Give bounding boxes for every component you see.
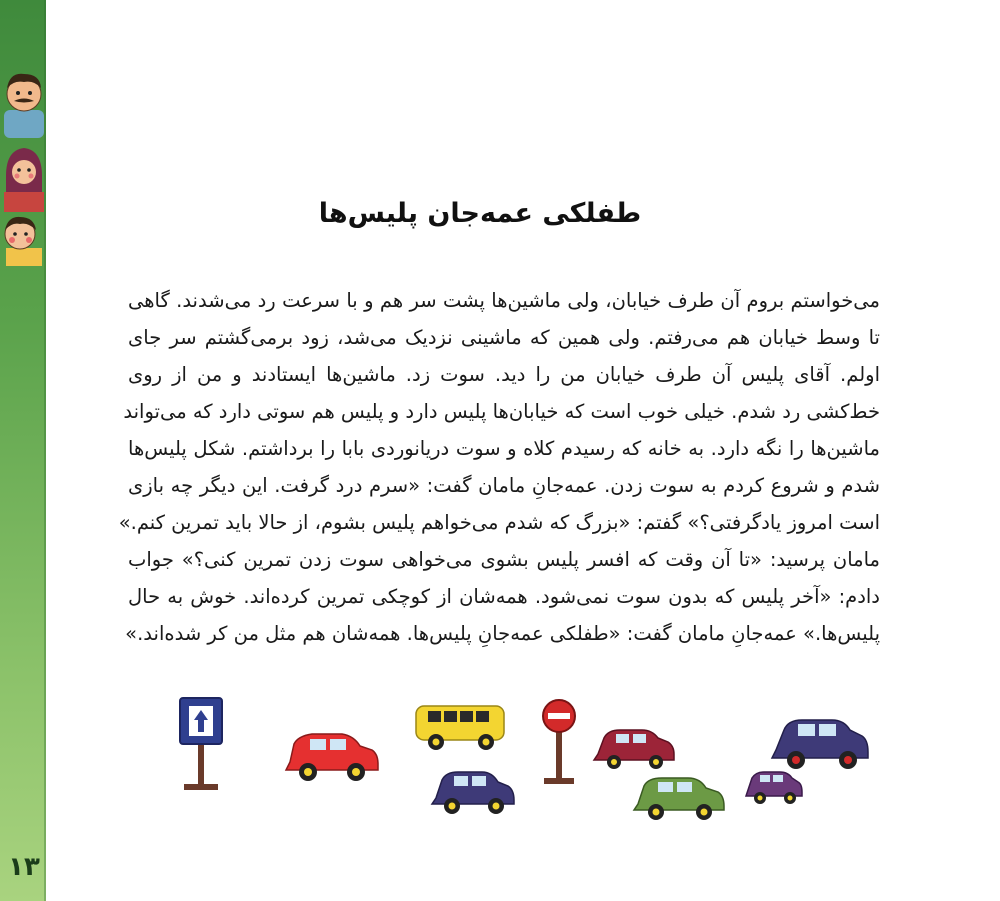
car-icon <box>432 772 514 814</box>
one-way-sign-icon <box>180 698 222 790</box>
story-body <box>118 282 880 652</box>
car-icon <box>286 734 378 781</box>
traffic-illustration <box>160 680 880 840</box>
car-icon <box>746 772 802 804</box>
story-line: پلیس‌ها.» عمه‌جانِ مامان گفت: «طفلکی عمه‌جانِ پلیس‌ها. همه‌شان هم مثل من کر شده‌اند.» <box>125 622 880 645</box>
bus-icon <box>416 706 504 750</box>
page-number: ۱۳ <box>8 852 40 882</box>
story-line: مامان پرسید: «تا آن وقت که افسر پلیس بشوی می‌خواهی سوت زدن تمرین کنی؟» جواب <box>128 548 880 571</box>
story-line: است امروز یادگرفتی؟» گفتم: «بزرگ که شدم می‌خواهم پلیس بشوم، از حالا باید تمرین کنم.» <box>118 511 880 534</box>
story-line: شدم و شروع کردم به سوت زدن. عمه‌جانِ مامان گفت: «سرم درد گرفت. این دیگر چه بازی <box>128 474 880 497</box>
cartoon-kids-icon <box>0 66 48 266</box>
side-margin-strip <box>0 0 46 901</box>
story-line: اولم. آقای پلیس آن طرف خیابان من را دید. سوت زد. ماشین‌ها ایستادند و من از روی <box>128 363 880 386</box>
story-line: دادم: «آخر پلیس که بدون سوت نمی‌شود. همه‌شان از کوچکی تمرین کرده‌اند. خوش به حال <box>128 585 880 608</box>
story-line: خط‌کشی رد شدم. خیلی خوب است که خیابان‌ها پلیس دارد و پلیس هم سوتی دارد که می‌تواند <box>123 400 880 423</box>
car-icon <box>772 720 868 769</box>
story-line: می‌خواستم بروم آن طرف خیابان، ولی ماشین‌ها پشت سر هم و با سرعت رد می‌شدند. گاهی <box>128 289 880 312</box>
story-line: ماشین‌ها را نگه دارد. به خانه که رسیدم کلاه و سوت دریانوردی بابا را برداشتم. شکل پلیس‌ها <box>128 437 880 460</box>
car-icon <box>634 778 724 820</box>
story-line: تا وسط خیابان هم می‌رفتم. ولی همین که ماشینی نزدیک می‌شد، زود برمی‌گشتم سر جای <box>128 326 880 349</box>
story-title: طفلکی عمه‌جان پلیس‌ها <box>318 198 642 229</box>
no-entry-sign-icon <box>543 700 575 784</box>
car-icon <box>594 730 674 769</box>
